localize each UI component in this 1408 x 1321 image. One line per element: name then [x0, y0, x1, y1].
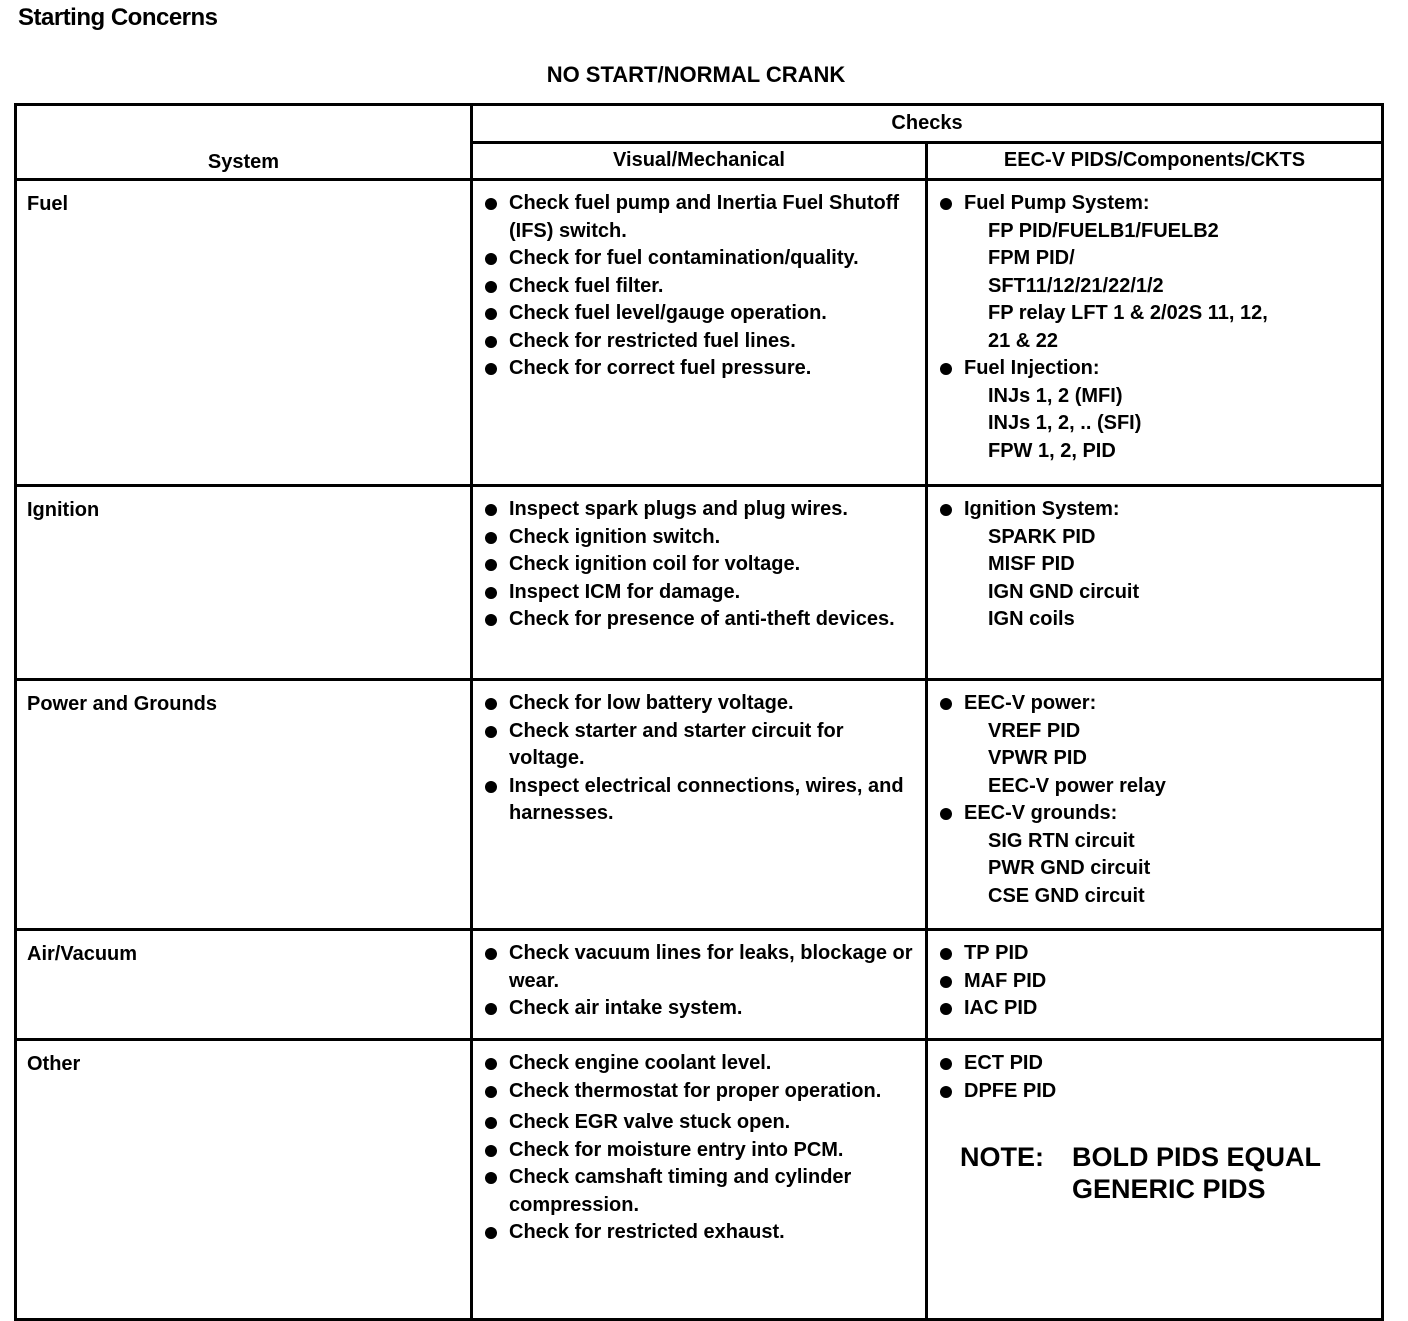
list-item: Check for presence of anti-theft devices. [483, 606, 917, 634]
note-label: NOTE: [960, 1142, 1044, 1172]
bullet-icon [485, 1145, 497, 1157]
list-item: Fuel Injection: [938, 355, 1373, 383]
system-cell: Air/Vacuum [16, 930, 472, 1040]
bullet-icon [485, 1172, 497, 1184]
list-item: TP PID [938, 940, 1373, 968]
system-cell: Power and Grounds [16, 680, 472, 930]
pid-line: IGN coils [988, 608, 1075, 630]
bullet-icon [485, 198, 497, 210]
pid-line: INJs 1, 2 (MFI) [988, 384, 1123, 407]
pid-line: 21 & 22 [988, 329, 1059, 352]
note-text: BOLD PIDS EQUAL GENERIC PIDS [1072, 1142, 1321, 1204]
list-item: Inspect spark plugs and plug wires. [483, 496, 917, 524]
eec-cell [927, 180, 1383, 486]
table-row-ignition [16, 486, 1383, 680]
eec-cell [927, 680, 1383, 930]
pid-line: IGN GND circuit [988, 580, 1140, 603]
bullet-icon [940, 1058, 952, 1070]
pid-line: FPM PID/ [988, 247, 1075, 269]
bullet-icon [940, 698, 952, 710]
pid-line: FP relay LFT 1 & 2/02S 11, 12, [988, 302, 1268, 324]
list-item: MAF PID [938, 968, 1373, 996]
bullet-icon [485, 1227, 497, 1239]
header-eec: EEC-V PIDS/Components/CKTS [927, 143, 1383, 180]
list-item: Check for correct fuel pressure. [483, 355, 917, 383]
header-visual: Visual/Mechanical [472, 143, 927, 180]
visual-cell [472, 180, 927, 486]
list-item: Check for restricted exhaust. [483, 1219, 917, 1247]
list-item: Check EGR valve stuck open. [483, 1109, 917, 1137]
diagnostic-table [14, 103, 1384, 1321]
pid-line: CSE GND circuit [988, 884, 1145, 907]
table-row-other [16, 1040, 1383, 1320]
bullet-icon [940, 504, 952, 516]
list-item: Fuel Pump System: [938, 190, 1373, 218]
list-item: Check ignition coil for voltage. [483, 551, 917, 579]
bullet-icon [485, 948, 497, 960]
list-item: Check starter and starter circuit for voltage. [483, 718, 917, 773]
bullet-icon [485, 363, 497, 375]
list-item: DPFE PID [938, 1078, 1373, 1106]
visual-cell [472, 680, 927, 930]
bullet-icon [485, 587, 497, 599]
pid-line: MISF PID [988, 553, 1075, 575]
table-row-power [16, 680, 1383, 930]
bullet-icon [485, 614, 497, 626]
bullet-icon [485, 559, 497, 571]
list-item: Check fuel pump and Inertia Fuel Shutoff (IFS) switch. [483, 190, 917, 245]
pid-line: VREF PID [988, 719, 1081, 742]
list-item: Check thermostat for proper operation. [483, 1078, 917, 1106]
bullet-icon [485, 781, 497, 793]
bullet-icon [940, 1086, 952, 1098]
list-item: Check ignition switch. [483, 524, 917, 552]
pid-line: FPW 1, 2, PID [988, 439, 1116, 462]
list-item: Check for restricted fuel lines. [483, 328, 917, 356]
bullet-icon [485, 1058, 497, 1070]
bullet-icon [940, 1003, 952, 1015]
bullet-icon [940, 198, 952, 210]
pid-line: VPWR PID [988, 747, 1087, 769]
list-item: Inspect electrical connections, wires, and harnesses. [483, 773, 917, 828]
list-item: Check engine coolant level. [483, 1050, 917, 1078]
bullet-icon [485, 504, 497, 516]
list-item: Check for low battery voltage. [483, 690, 917, 718]
pid-line: PWR GND circuit [988, 857, 1151, 879]
bullet-icon [940, 948, 952, 960]
bullet-icon [485, 726, 497, 738]
list-item: Check vacuum lines for leaks, blockage or wear. [483, 940, 917, 995]
pid-line: FP PID/FUELB1/FUELB2 [988, 219, 1219, 242]
bullet-icon [485, 308, 497, 320]
pid-line: EEC-V power relay [988, 774, 1166, 797]
bullet-icon [485, 336, 497, 348]
system-cell: Other [16, 1040, 472, 1320]
list-item: EEC-V grounds: [938, 800, 1373, 828]
bullet-icon [485, 253, 497, 265]
table-title: NO START/NORMAL CRANK [546, 62, 846, 87]
list-item: Ignition System: [938, 496, 1373, 524]
system-cell: Ignition [16, 486, 472, 680]
list-item: Check fuel filter. [483, 273, 917, 301]
list-item: IAC PID [938, 995, 1373, 1023]
bullet-icon [485, 281, 497, 293]
bullet-icon [485, 1117, 497, 1129]
bullet-icon [485, 698, 497, 710]
eec-cell [927, 930, 1383, 1040]
pid-line: SPARK PID [988, 525, 1096, 548]
visual-cell [472, 1040, 927, 1320]
bullet-icon [940, 363, 952, 375]
list-item: Check camshaft timing and cylinder compression. [483, 1164, 917, 1219]
system-cell: Fuel [16, 180, 472, 486]
pid-line: SIG RTN circuit [988, 829, 1135, 852]
table-row-fuel [16, 180, 1383, 486]
list-item: Check for fuel contamination/quality. [483, 245, 917, 273]
note [960, 1141, 1373, 1205]
visual-cell [472, 930, 927, 1040]
header-system: System [16, 105, 472, 180]
bullet-icon [485, 532, 497, 544]
list-item: Check air intake system. [483, 995, 917, 1023]
list-item: Check for moisture entry into PCM. [483, 1137, 917, 1165]
header-checks: Checks [472, 105, 1383, 143]
eec-cell [927, 486, 1383, 680]
list-item: Inspect ICM for damage. [483, 579, 917, 607]
bullet-icon [940, 808, 952, 820]
list-item: EEC-V power: [938, 690, 1373, 718]
eec-cell [927, 1040, 1383, 1320]
list-item: Check fuel level/gauge operation. [483, 300, 917, 328]
pid-line: INJs 1, 2, .. (SFI) [988, 412, 1142, 434]
bullet-icon [485, 1086, 497, 1098]
bullet-icon [940, 976, 952, 988]
visual-cell [472, 486, 927, 680]
pid-line: SFT11/12/21/22/1/2 [988, 274, 1164, 297]
bullet-icon [485, 1003, 497, 1015]
list-item: ECT PID [938, 1050, 1373, 1078]
section-title: Starting Concerns [18, 4, 218, 31]
table-row-air [16, 930, 1383, 1040]
